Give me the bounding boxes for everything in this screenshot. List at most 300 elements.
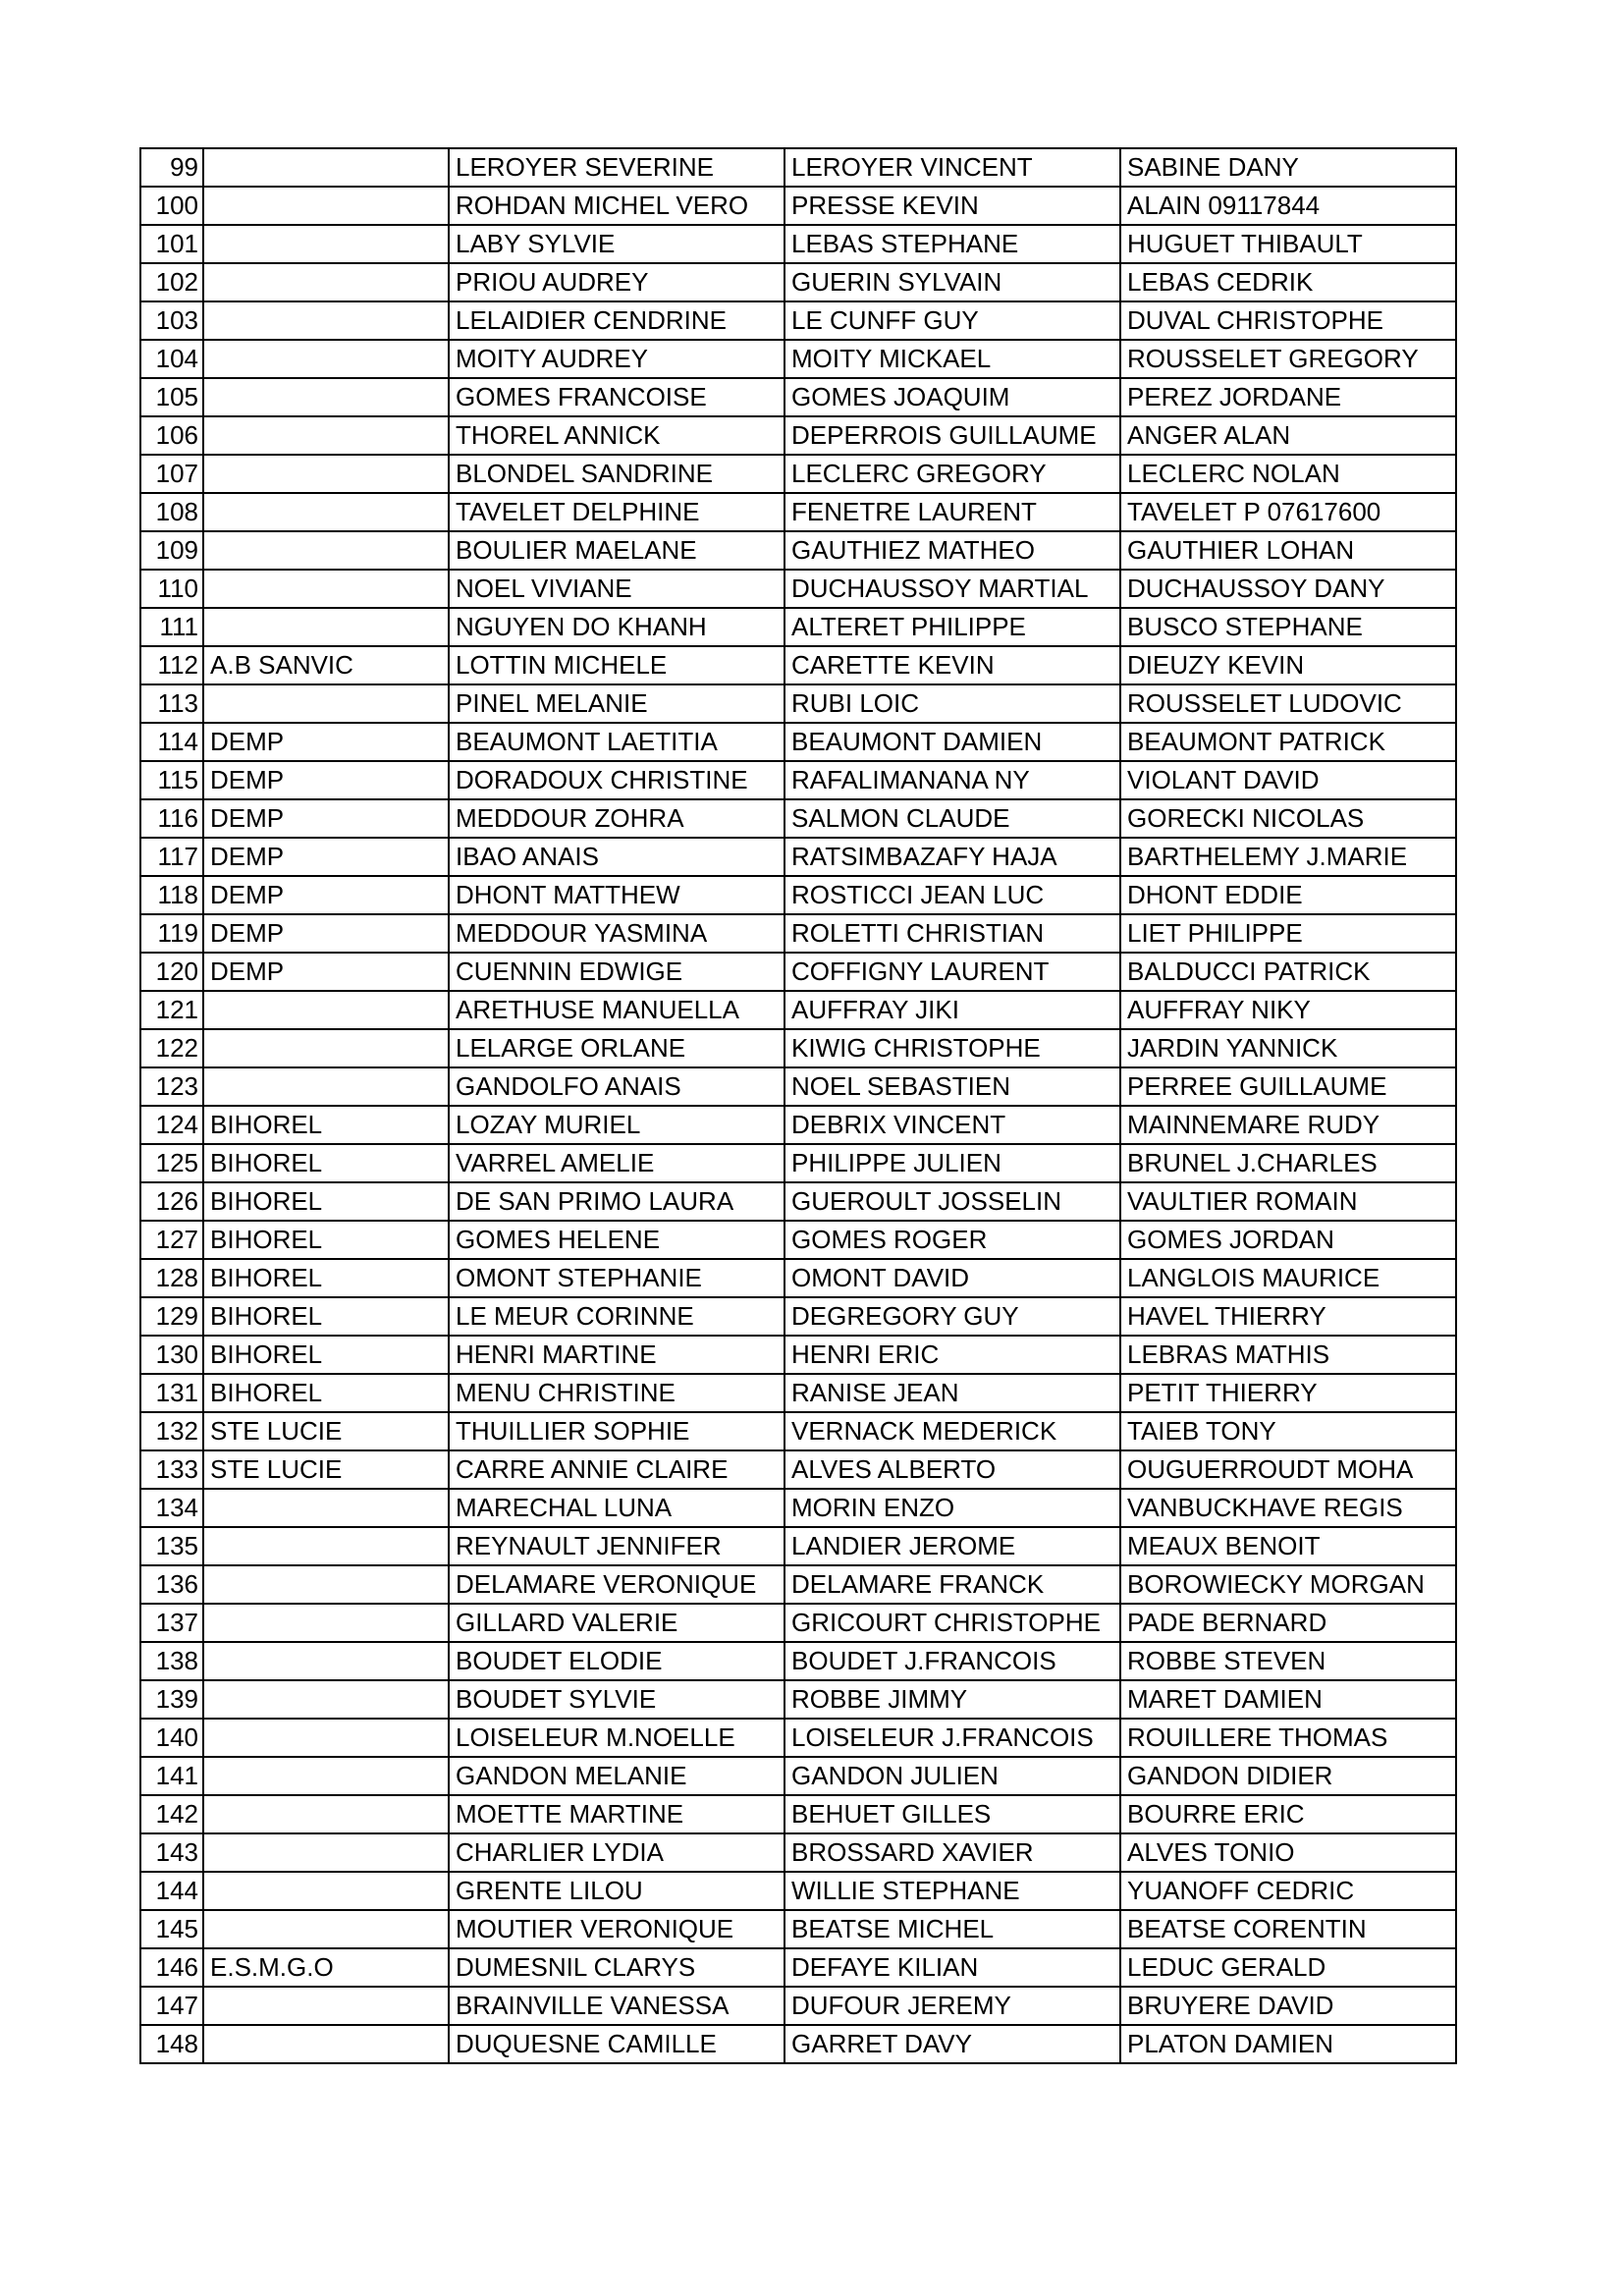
player-2-cell: DELAMARE FRANCK bbox=[784, 1565, 1120, 1604]
row-number: 104 bbox=[140, 340, 203, 378]
table-row bbox=[140, 148, 1456, 187]
player-1-cell: THOREL ANNICK bbox=[449, 416, 784, 455]
club-cell bbox=[203, 1872, 449, 1910]
player-1-cell: MOUTIER VERONIQUE bbox=[449, 1910, 784, 1948]
player-1-cell: MEDDOUR ZOHRA bbox=[449, 799, 784, 838]
row-number: 122 bbox=[140, 1029, 203, 1067]
player-1-cell: GANDON MELANIE bbox=[449, 1757, 784, 1795]
table-row bbox=[140, 876, 1456, 914]
player-3-cell: TAIEB TONY bbox=[1120, 1412, 1456, 1450]
row-number: 99 bbox=[140, 148, 203, 187]
row-number: 110 bbox=[140, 570, 203, 608]
player-2-cell: RUBI LOIC bbox=[784, 684, 1120, 723]
row-number: 141 bbox=[140, 1757, 203, 1795]
player-1-cell: BRAINVILLE VANESSA bbox=[449, 1987, 784, 2025]
club-cell bbox=[203, 148, 449, 187]
player-2-cell: DUFOUR JEREMY bbox=[784, 1987, 1120, 2025]
player-3-cell: ANGER ALAN bbox=[1120, 416, 1456, 455]
player-3-cell: MAINNEMARE RUDY bbox=[1120, 1106, 1456, 1144]
club-cell: DEMP bbox=[203, 876, 449, 914]
player-1-cell: GOMES FRANCOISE bbox=[449, 378, 784, 416]
club-cell bbox=[203, 1757, 449, 1795]
player-1-cell: PINEL MELANIE bbox=[449, 684, 784, 723]
club-cell bbox=[203, 2025, 449, 2063]
player-2-cell: PHILIPPE JULIEN bbox=[784, 1144, 1120, 1182]
club-cell bbox=[203, 1642, 449, 1680]
player-1-cell: LOTTIN MICHELE bbox=[449, 646, 784, 684]
table-row bbox=[140, 1259, 1456, 1297]
player-2-cell: RAFALIMANANA NY bbox=[784, 761, 1120, 799]
row-number: 106 bbox=[140, 416, 203, 455]
player-2-cell: BEAUMONT DAMIEN bbox=[784, 723, 1120, 761]
club-cell: STE LUCIE bbox=[203, 1412, 449, 1450]
player-2-cell: DEFAYE KILIAN bbox=[784, 1948, 1120, 1987]
player-1-cell: IBAO ANAIS bbox=[449, 838, 784, 876]
player-1-cell: BOULIER MAELANE bbox=[449, 531, 784, 570]
player-2-cell: FENETRE LAURENT bbox=[784, 493, 1120, 531]
row-number: 123 bbox=[140, 1067, 203, 1106]
table-row bbox=[140, 1680, 1456, 1719]
row-number: 121 bbox=[140, 991, 203, 1029]
player-1-cell: ROHDAN MICHEL VERO bbox=[449, 187, 784, 225]
club-cell: DEMP bbox=[203, 799, 449, 838]
player-2-cell: KIWIG CHRISTOPHE bbox=[784, 1029, 1120, 1067]
player-3-cell: VANBUCKHAVE REGIS bbox=[1120, 1489, 1456, 1527]
player-2-cell: LOISELEUR J.FRANCOIS bbox=[784, 1719, 1120, 1757]
player-1-cell: MENU CHRISTINE bbox=[449, 1374, 784, 1412]
player-1-cell: LE MEUR CORINNE bbox=[449, 1297, 784, 1336]
table-row bbox=[140, 187, 1456, 225]
row-number: 139 bbox=[140, 1680, 203, 1719]
row-number: 140 bbox=[140, 1719, 203, 1757]
club-cell bbox=[203, 608, 449, 646]
player-3-cell: ALAIN 09117844 bbox=[1120, 187, 1456, 225]
club-cell bbox=[203, 1565, 449, 1604]
player-2-cell: LECLERC GREGORY bbox=[784, 455, 1120, 493]
player-1-cell: DELAMARE VERONIQUE bbox=[449, 1565, 784, 1604]
player-2-cell: LE CUNFF GUY bbox=[784, 301, 1120, 340]
row-number: 135 bbox=[140, 1527, 203, 1565]
player-3-cell: LANGLOIS MAURICE bbox=[1120, 1259, 1456, 1297]
player-1-cell: BLONDEL SANDRINE bbox=[449, 455, 784, 493]
row-number: 131 bbox=[140, 1374, 203, 1412]
club-cell bbox=[203, 1067, 449, 1106]
table-row bbox=[140, 225, 1456, 263]
club-cell: BIHOREL bbox=[203, 1144, 449, 1182]
table-row bbox=[140, 1872, 1456, 1910]
player-3-cell: PERREE GUILLAUME bbox=[1120, 1067, 1456, 1106]
club-cell: DEMP bbox=[203, 723, 449, 761]
row-number: 137 bbox=[140, 1604, 203, 1642]
row-number: 116 bbox=[140, 799, 203, 838]
player-3-cell: VIOLANT DAVID bbox=[1120, 761, 1456, 799]
player-2-cell: DEGREGORY GUY bbox=[784, 1297, 1120, 1336]
player-2-cell: ALTERET PHILIPPE bbox=[784, 608, 1120, 646]
player-2-cell: LANDIER JEROME bbox=[784, 1527, 1120, 1565]
table-row bbox=[140, 608, 1456, 646]
player-1-cell: DUMESNIL CLARYS bbox=[449, 1948, 784, 1987]
club-cell bbox=[203, 1987, 449, 2025]
row-number: 111 bbox=[140, 608, 203, 646]
club-cell: DEMP bbox=[203, 914, 449, 953]
player-3-cell: LEBRAS MATHIS bbox=[1120, 1336, 1456, 1374]
player-2-cell: PRESSE KEVIN bbox=[784, 187, 1120, 225]
player-1-cell: LEROYER SEVERINE bbox=[449, 148, 784, 187]
player-1-cell: THUILLIER SOPHIE bbox=[449, 1412, 784, 1450]
player-2-cell: LEROYER VINCENT bbox=[784, 148, 1120, 187]
club-cell bbox=[203, 1029, 449, 1067]
player-3-cell: PLATON DAMIEN bbox=[1120, 2025, 1456, 2063]
row-number: 117 bbox=[140, 838, 203, 876]
player-2-cell: DUCHAUSSOY MARTIAL bbox=[784, 570, 1120, 608]
club-cell bbox=[203, 1910, 449, 1948]
player-3-cell: DUCHAUSSOY DANY bbox=[1120, 570, 1456, 608]
player-3-cell: LEDUC GERALD bbox=[1120, 1948, 1456, 1987]
player-1-cell: MOETTE MARTINE bbox=[449, 1795, 784, 1833]
club-cell: DEMP bbox=[203, 953, 449, 991]
player-2-cell: RATSIMBAZAFY HAJA bbox=[784, 838, 1120, 876]
club-cell bbox=[203, 991, 449, 1029]
player-3-cell: HAVEL THIERRY bbox=[1120, 1297, 1456, 1336]
row-number: 126 bbox=[140, 1182, 203, 1221]
table-row bbox=[140, 799, 1456, 838]
club-cell bbox=[203, 1719, 449, 1757]
registration-table bbox=[139, 147, 1457, 2064]
row-number: 105 bbox=[140, 378, 203, 416]
player-2-cell: WILLIE STEPHANE bbox=[784, 1872, 1120, 1910]
player-2-cell: GUEROULT JOSSELIN bbox=[784, 1182, 1120, 1221]
row-number: 103 bbox=[140, 301, 203, 340]
club-cell bbox=[203, 570, 449, 608]
player-3-cell: GOMES JORDAN bbox=[1120, 1221, 1456, 1259]
player-2-cell: GOMES ROGER bbox=[784, 1221, 1120, 1259]
player-3-cell: ROBBE STEVEN bbox=[1120, 1642, 1456, 1680]
player-3-cell: DIEUZY KEVIN bbox=[1120, 646, 1456, 684]
row-number: 148 bbox=[140, 2025, 203, 2063]
player-2-cell: ROBBE JIMMY bbox=[784, 1680, 1120, 1719]
player-3-cell: BEATSE CORENTIN bbox=[1120, 1910, 1456, 1948]
player-2-cell: GAUTHIEZ MATHEO bbox=[784, 531, 1120, 570]
row-number: 101 bbox=[140, 225, 203, 263]
player-3-cell: BOURRE ERIC bbox=[1120, 1795, 1456, 1833]
player-1-cell: CHARLIER LYDIA bbox=[449, 1833, 784, 1872]
player-3-cell: ALVES TONIO bbox=[1120, 1833, 1456, 1872]
player-3-cell: LIET PHILIPPE bbox=[1120, 914, 1456, 953]
player-3-cell: BALDUCCI PATRICK bbox=[1120, 953, 1456, 991]
table-row bbox=[140, 646, 1456, 684]
club-cell: E.S.M.G.O bbox=[203, 1948, 449, 1987]
player-1-cell: GILLARD VALERIE bbox=[449, 1604, 784, 1642]
player-3-cell: VAULTIER ROMAIN bbox=[1120, 1182, 1456, 1221]
player-2-cell: VERNACK MEDERICK bbox=[784, 1412, 1120, 1450]
player-3-cell: PADE BERNARD bbox=[1120, 1604, 1456, 1642]
player-3-cell: YUANOFF CEDRIC bbox=[1120, 1872, 1456, 1910]
player-1-cell: CARRE ANNIE CLAIRE bbox=[449, 1450, 784, 1489]
player-1-cell: DHONT MATTHEW bbox=[449, 876, 784, 914]
player-1-cell: BEAUMONT LAETITIA bbox=[449, 723, 784, 761]
row-number: 108 bbox=[140, 493, 203, 531]
player-3-cell: ROUSSELET LUDOVIC bbox=[1120, 684, 1456, 723]
player-1-cell: GRENTE LILOU bbox=[449, 1872, 784, 1910]
club-cell: DEMP bbox=[203, 838, 449, 876]
player-2-cell: GARRET DAVY bbox=[784, 2025, 1120, 2063]
player-1-cell: DUQUESNE CAMILLE bbox=[449, 2025, 784, 2063]
table-row bbox=[140, 684, 1456, 723]
player-2-cell: HENRI ERIC bbox=[784, 1336, 1120, 1374]
table-row bbox=[140, 1948, 1456, 1987]
row-number: 124 bbox=[140, 1106, 203, 1144]
table-row bbox=[140, 1795, 1456, 1833]
club-cell bbox=[203, 1680, 449, 1719]
player-2-cell: ALVES ALBERTO bbox=[784, 1450, 1120, 1489]
club-cell bbox=[203, 340, 449, 378]
club-cell bbox=[203, 225, 449, 263]
club-cell: BIHOREL bbox=[203, 1106, 449, 1144]
club-cell: BIHOREL bbox=[203, 1297, 449, 1336]
player-3-cell: MARET DAMIEN bbox=[1120, 1680, 1456, 1719]
player-3-cell: TAVELET P 07617600 bbox=[1120, 493, 1456, 531]
player-3-cell: ROUILLERE THOMAS bbox=[1120, 1719, 1456, 1757]
player-1-cell: REYNAULT JENNIFER bbox=[449, 1527, 784, 1565]
table-row bbox=[140, 761, 1456, 799]
player-3-cell: BOROWIECKY MORGAN bbox=[1120, 1565, 1456, 1604]
player-3-cell: ROUSSELET GREGORY bbox=[1120, 340, 1456, 378]
player-1-cell: ARETHUSE MANUELLA bbox=[449, 991, 784, 1029]
player-1-cell: LABY SYLVIE bbox=[449, 225, 784, 263]
player-3-cell: OUGUERROUDT MOHA bbox=[1120, 1450, 1456, 1489]
player-1-cell: MARECHAL LUNA bbox=[449, 1489, 784, 1527]
club-cell bbox=[203, 378, 449, 416]
club-cell: BIHOREL bbox=[203, 1336, 449, 1374]
player-3-cell: HUGUET THIBAULT bbox=[1120, 225, 1456, 263]
club-cell bbox=[203, 301, 449, 340]
row-number: 100 bbox=[140, 187, 203, 225]
table-row bbox=[140, 1067, 1456, 1106]
player-3-cell: AUFFRAY NIKY bbox=[1120, 991, 1456, 1029]
player-2-cell: BEHUET GILLES bbox=[784, 1795, 1120, 1833]
player-3-cell: BRUYERE DAVID bbox=[1120, 1987, 1456, 2025]
table-row bbox=[140, 378, 1456, 416]
player-3-cell: GANDON DIDIER bbox=[1120, 1757, 1456, 1795]
player-3-cell: JARDIN YANNICK bbox=[1120, 1029, 1456, 1067]
player-3-cell: BARTHELEMY J.MARIE bbox=[1120, 838, 1456, 876]
row-number: 114 bbox=[140, 723, 203, 761]
row-number: 147 bbox=[140, 1987, 203, 2025]
table-row bbox=[140, 1719, 1456, 1757]
player-2-cell: SALMON CLAUDE bbox=[784, 799, 1120, 838]
registration-table-body bbox=[140, 148, 1456, 2063]
club-cell: A.B SANVIC bbox=[203, 646, 449, 684]
table-row bbox=[140, 723, 1456, 761]
row-number: 142 bbox=[140, 1795, 203, 1833]
player-3-cell: LECLERC NOLAN bbox=[1120, 455, 1456, 493]
player-3-cell: GORECKI NICOLAS bbox=[1120, 799, 1456, 838]
table-row bbox=[140, 1450, 1456, 1489]
row-number: 143 bbox=[140, 1833, 203, 1872]
player-2-cell: ROLETTI CHRISTIAN bbox=[784, 914, 1120, 953]
table-row bbox=[140, 263, 1456, 301]
table-row bbox=[140, 1987, 1456, 2025]
player-2-cell: OMONT DAVID bbox=[784, 1259, 1120, 1297]
club-cell bbox=[203, 493, 449, 531]
player-1-cell: DORADOUX CHRISTINE bbox=[449, 761, 784, 799]
player-1-cell: BOUDET ELODIE bbox=[449, 1642, 784, 1680]
player-2-cell: GRICOURT CHRISTOPHE bbox=[784, 1604, 1120, 1642]
player-1-cell: BOUDET SYLVIE bbox=[449, 1680, 784, 1719]
player-1-cell: HENRI MARTINE bbox=[449, 1336, 784, 1374]
table-row bbox=[140, 1106, 1456, 1144]
table-row bbox=[140, 493, 1456, 531]
player-2-cell: LEBAS STEPHANE bbox=[784, 225, 1120, 263]
player-1-cell: LELAIDIER CENDRINE bbox=[449, 301, 784, 340]
club-cell: BIHOREL bbox=[203, 1259, 449, 1297]
player-2-cell: RANISE JEAN bbox=[784, 1374, 1120, 1412]
table-row bbox=[140, 1527, 1456, 1565]
player-3-cell: BUSCO STEPHANE bbox=[1120, 608, 1456, 646]
player-3-cell: DHONT EDDIE bbox=[1120, 876, 1456, 914]
club-cell bbox=[203, 1604, 449, 1642]
player-3-cell: GAUTHIER LOHAN bbox=[1120, 531, 1456, 570]
player-1-cell: MEDDOUR YASMINA bbox=[449, 914, 784, 953]
row-number: 120 bbox=[140, 953, 203, 991]
row-number: 129 bbox=[140, 1297, 203, 1336]
row-number: 127 bbox=[140, 1221, 203, 1259]
table-row bbox=[140, 1144, 1456, 1182]
player-2-cell: AUFFRAY JIKI bbox=[784, 991, 1120, 1029]
player-3-cell: PEREZ JORDANE bbox=[1120, 378, 1456, 416]
player-2-cell: MORIN ENZO bbox=[784, 1489, 1120, 1527]
player-2-cell: GANDON JULIEN bbox=[784, 1757, 1120, 1795]
player-2-cell: DEPERROIS GUILLAUME bbox=[784, 416, 1120, 455]
club-cell bbox=[203, 1795, 449, 1833]
player-2-cell: GUERIN SYLVAIN bbox=[784, 263, 1120, 301]
club-cell bbox=[203, 263, 449, 301]
player-1-cell: GANDOLFO ANAIS bbox=[449, 1067, 784, 1106]
club-cell bbox=[203, 531, 449, 570]
table-row bbox=[140, 1221, 1456, 1259]
club-cell: BIHOREL bbox=[203, 1182, 449, 1221]
club-cell: BIHOREL bbox=[203, 1374, 449, 1412]
table-row bbox=[140, 1757, 1456, 1795]
row-number: 128 bbox=[140, 1259, 203, 1297]
player-1-cell: LOISELEUR M.NOELLE bbox=[449, 1719, 784, 1757]
row-number: 134 bbox=[140, 1489, 203, 1527]
row-number: 118 bbox=[140, 876, 203, 914]
player-1-cell: VARREL AMELIE bbox=[449, 1144, 784, 1182]
table-row bbox=[140, 531, 1456, 570]
club-cell bbox=[203, 1489, 449, 1527]
club-cell: BIHOREL bbox=[203, 1221, 449, 1259]
table-row bbox=[140, 1833, 1456, 1872]
club-cell: STE LUCIE bbox=[203, 1450, 449, 1489]
table-row bbox=[140, 1604, 1456, 1642]
club-cell bbox=[203, 187, 449, 225]
player-3-cell: BEAUMONT PATRICK bbox=[1120, 723, 1456, 761]
row-number: 132 bbox=[140, 1412, 203, 1450]
player-3-cell: PETIT THIERRY bbox=[1120, 1374, 1456, 1412]
row-number: 133 bbox=[140, 1450, 203, 1489]
player-1-cell: NGUYEN DO KHANH bbox=[449, 608, 784, 646]
player-2-cell: GOMES JOAQUIM bbox=[784, 378, 1120, 416]
table-row bbox=[140, 1910, 1456, 1948]
row-number: 145 bbox=[140, 1910, 203, 1948]
row-number: 138 bbox=[140, 1642, 203, 1680]
table-row bbox=[140, 1642, 1456, 1680]
row-number: 119 bbox=[140, 914, 203, 953]
player-2-cell: CARETTE KEVIN bbox=[784, 646, 1120, 684]
row-number: 107 bbox=[140, 455, 203, 493]
table-row bbox=[140, 340, 1456, 378]
table-row bbox=[140, 570, 1456, 608]
player-2-cell: BROSSARD XAVIER bbox=[784, 1833, 1120, 1872]
table-row bbox=[140, 1565, 1456, 1604]
table-row bbox=[140, 1336, 1456, 1374]
table-row bbox=[140, 1297, 1456, 1336]
club-cell bbox=[203, 416, 449, 455]
player-3-cell: BRUNEL J.CHARLES bbox=[1120, 1144, 1456, 1182]
player-2-cell: BOUDET J.FRANCOIS bbox=[784, 1642, 1120, 1680]
table-row bbox=[140, 2025, 1456, 2063]
table-row bbox=[140, 991, 1456, 1029]
club-cell bbox=[203, 455, 449, 493]
row-number: 125 bbox=[140, 1144, 203, 1182]
player-2-cell: ROSTICCI JEAN LUC bbox=[784, 876, 1120, 914]
row-number: 109 bbox=[140, 531, 203, 570]
row-number: 115 bbox=[140, 761, 203, 799]
table-row bbox=[140, 1029, 1456, 1067]
table-row bbox=[140, 914, 1456, 953]
player-3-cell: MEAUX BENOIT bbox=[1120, 1527, 1456, 1565]
table-row bbox=[140, 1374, 1456, 1412]
player-1-cell: MOITY AUDREY bbox=[449, 340, 784, 378]
player-3-cell: SABINE DANY bbox=[1120, 148, 1456, 187]
table-row bbox=[140, 953, 1456, 991]
player-1-cell: LELARGE ORLANE bbox=[449, 1029, 784, 1067]
table-row bbox=[140, 1412, 1456, 1450]
row-number: 136 bbox=[140, 1565, 203, 1604]
player-1-cell: OMONT STEPHANIE bbox=[449, 1259, 784, 1297]
table-row bbox=[140, 455, 1456, 493]
player-1-cell: NOEL VIVIANE bbox=[449, 570, 784, 608]
table-row bbox=[140, 838, 1456, 876]
player-1-cell: CUENNIN EDWIGE bbox=[449, 953, 784, 991]
player-3-cell: DUVAL CHRISTOPHE bbox=[1120, 301, 1456, 340]
player-3-cell: LEBAS CEDRIK bbox=[1120, 263, 1456, 301]
club-cell bbox=[203, 1833, 449, 1872]
table-row bbox=[140, 416, 1456, 455]
player-1-cell: PRIOU AUDREY bbox=[449, 263, 784, 301]
player-1-cell: GOMES HELENE bbox=[449, 1221, 784, 1259]
club-cell bbox=[203, 1527, 449, 1565]
player-1-cell: DE SAN PRIMO LAURA bbox=[449, 1182, 784, 1221]
row-number: 112 bbox=[140, 646, 203, 684]
row-number: 102 bbox=[140, 263, 203, 301]
row-number: 144 bbox=[140, 1872, 203, 1910]
player-1-cell: TAVELET DELPHINE bbox=[449, 493, 784, 531]
row-number: 113 bbox=[140, 684, 203, 723]
row-number: 130 bbox=[140, 1336, 203, 1374]
table-row bbox=[140, 301, 1456, 340]
player-2-cell: BEATSE MICHEL bbox=[784, 1910, 1120, 1948]
player-2-cell: COFFIGNY LAURENT bbox=[784, 953, 1120, 991]
row-number: 146 bbox=[140, 1948, 203, 1987]
player-2-cell: NOEL SEBASTIEN bbox=[784, 1067, 1120, 1106]
club-cell bbox=[203, 684, 449, 723]
player-2-cell: MOITY MICKAEL bbox=[784, 340, 1120, 378]
table-row bbox=[140, 1489, 1456, 1527]
player-2-cell: DEBRIX VINCENT bbox=[784, 1106, 1120, 1144]
table-row bbox=[140, 1182, 1456, 1221]
